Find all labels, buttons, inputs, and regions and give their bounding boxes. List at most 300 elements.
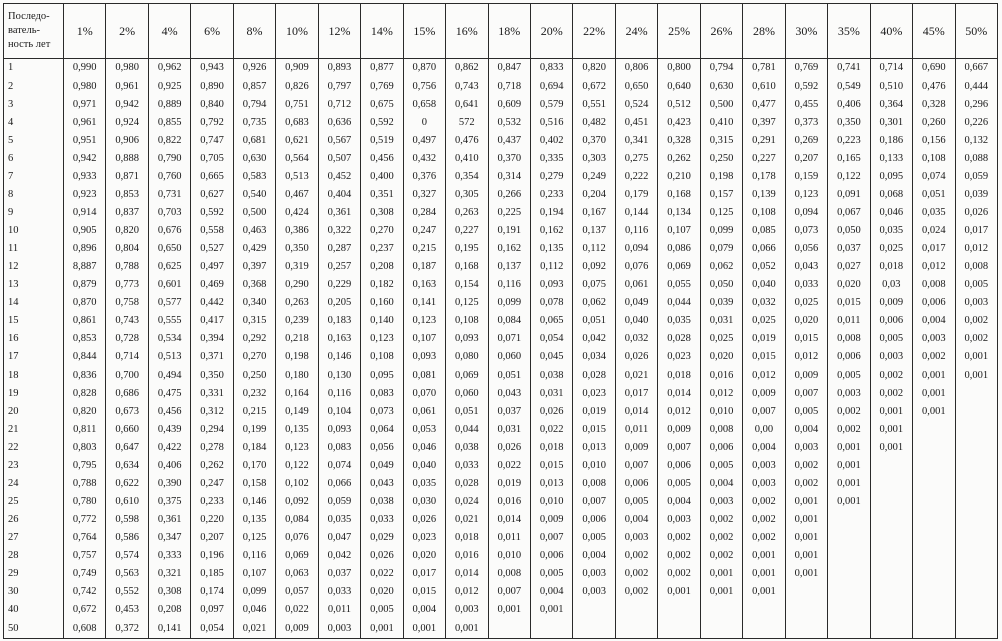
rate-column-header: 4%: [148, 4, 190, 59]
discount-factor-cell: 0,772: [64, 511, 106, 529]
discount-factor-cell: 0,002: [743, 529, 785, 547]
discount-factor-cell: 0,001: [743, 547, 785, 565]
discount-factor-cell: 0,010: [700, 403, 742, 421]
discount-factor-cell: 0,013: [530, 475, 572, 493]
discount-factor-cell: 0,660: [106, 421, 148, 439]
discount-factor-cell: 0,513: [148, 348, 190, 366]
discount-factor-cell: 0,432: [403, 150, 445, 168]
discount-factor-cell: [955, 439, 997, 457]
discount-factor-cell: 0,003: [700, 493, 742, 511]
discount-factor-cell: 0,007: [488, 583, 530, 601]
discount-factor-cell: 0,132: [955, 132, 997, 150]
discount-factor-cell: 0,116: [615, 222, 657, 240]
discount-factor-cell: 0,063: [276, 565, 318, 583]
discount-factor-cell: 0,122: [828, 168, 870, 186]
discount-factor-cell: 0,871: [106, 168, 148, 186]
discount-factor-cell: 0,263: [276, 294, 318, 312]
table-row: [4, 204, 998, 222]
discount-factor-cell: 0,828: [64, 385, 106, 403]
discount-factor-cell: 0,002: [955, 330, 997, 348]
discount-factor-cell: 0,001: [828, 457, 870, 475]
discount-factor-cell: 0,093: [403, 348, 445, 366]
discount-factor-cell: 0,025: [870, 240, 912, 258]
discount-factor-cell: 0,769: [785, 59, 827, 78]
discount-factor-cell: 0,005: [615, 493, 657, 511]
table-row: [4, 96, 998, 114]
discount-factor-cell: 0,167: [573, 204, 615, 222]
discount-factor-cell: 0,004: [658, 493, 700, 511]
year-cell: 21: [4, 421, 64, 439]
discount-factor-cell: 0,025: [700, 330, 742, 348]
discount-factor-cell: 0,534: [148, 330, 190, 348]
discount-factor-cell: 0,672: [64, 601, 106, 619]
discount-factor-cell: 0,059: [955, 168, 997, 186]
table-body: [4, 59, 998, 639]
year-cell: 50: [4, 619, 64, 638]
discount-factor-cell: 0,001: [743, 565, 785, 583]
discount-factor-cell: 0,218: [276, 330, 318, 348]
discount-factor-cell: 0,971: [64, 96, 106, 114]
discount-factor-cell: 0,038: [361, 493, 403, 511]
discount-factor-cell: 0,012: [446, 583, 488, 601]
discount-factor-cell: [955, 529, 997, 547]
discount-factor-cell: [913, 529, 955, 547]
discount-factor-cell: 0,247: [403, 222, 445, 240]
discount-factor-cell: 0,890: [191, 77, 233, 95]
discount-factor-cell: [913, 583, 955, 601]
discount-factor-cell: 0,059: [318, 493, 360, 511]
discount-factor-cell: 0,005: [530, 565, 572, 583]
discount-factor-cell: 0,961: [106, 77, 148, 95]
discount-factor-cell: 0,009: [658, 421, 700, 439]
discount-factor-cell: 0,183: [318, 312, 360, 330]
discount-factor-cell: 0,095: [870, 168, 912, 186]
discount-factor-cell: 0,406: [828, 96, 870, 114]
discount-factor-cell: 0,024: [446, 493, 488, 511]
discount-factor-cell: 0,003: [955, 294, 997, 312]
discount-factor-cell: 0,751: [276, 96, 318, 114]
discount-factor-cell: 0,004: [573, 547, 615, 565]
discount-factor-cell: 0,215: [233, 403, 275, 421]
discount-factor-cell: 0,003: [743, 475, 785, 493]
discount-factor-cell: 0,896: [64, 240, 106, 258]
discount-factor-cell: 0,198: [276, 348, 318, 366]
discount-factor-cell: 0,328: [913, 96, 955, 114]
table-row: [4, 511, 998, 529]
discount-factor-cell: 0,024: [913, 222, 955, 240]
discount-factor-cell: 0,001: [700, 565, 742, 583]
discount-factor-cell: [913, 421, 955, 439]
discount-factor-cell: 0,558: [191, 222, 233, 240]
discount-factor-cell: 0,942: [106, 96, 148, 114]
discount-factor-cell: 0,292: [233, 330, 275, 348]
discount-factor-cell: 0,482: [573, 114, 615, 132]
discount-factor-cell: 0,084: [488, 312, 530, 330]
discount-factor-cell: 0,301: [870, 114, 912, 132]
discount-factor-cell: 0,453: [106, 601, 148, 619]
discount-factor-cell: 0,980: [64, 77, 106, 95]
discount-factor-cell: 0,905: [64, 222, 106, 240]
discount-factor-cell: 0,354: [446, 168, 488, 186]
discount-factor-cell: 0,005: [870, 330, 912, 348]
discount-factor-cell: 0,018: [870, 258, 912, 276]
discount-factor-cell: 0,005: [828, 366, 870, 384]
discount-factor-cell: 0,107: [658, 222, 700, 240]
year-cell: 40: [4, 601, 64, 619]
discount-factor-cell: 0,002: [615, 583, 657, 601]
discount-factor-cell: 0,005: [658, 475, 700, 493]
discount-factor-cell: 0,926: [233, 59, 275, 78]
year-cell: 23: [4, 457, 64, 475]
discount-factor-cell: 0,731: [148, 186, 190, 204]
discount-factor-cell: 0,001: [658, 583, 700, 601]
discount-factor-cell: 0,001: [913, 403, 955, 421]
discount-factor-cell: 0,026: [403, 511, 445, 529]
discount-factor-cell: 0,004: [785, 421, 827, 439]
discount-factor-cell: 0,003: [573, 583, 615, 601]
discount-factor-cell: 0,758: [106, 294, 148, 312]
discount-factor-cell: 0,099: [700, 222, 742, 240]
discount-factor-cell: [913, 565, 955, 583]
discount-factor-cell: 0,180: [276, 366, 318, 384]
discount-factor-cell: 0,006: [658, 457, 700, 475]
discount-factor-cell: 0,032: [615, 330, 657, 348]
rate-column-header: 26%: [700, 4, 742, 59]
year-cell: 10: [4, 222, 64, 240]
discount-factor-cell: 0,743: [446, 77, 488, 95]
year-cell: 16: [4, 330, 64, 348]
discount-factor-cell: 0,260: [913, 114, 955, 132]
rate-column-header: 14%: [361, 4, 403, 59]
discount-factor-cell: 0,527: [191, 240, 233, 258]
discount-factor-cell: 0,125: [233, 529, 275, 547]
discount-factor-cell: 0,303: [573, 150, 615, 168]
discount-factor-cell: 0,010: [573, 457, 615, 475]
discount-factor-cell: 0,162: [488, 240, 530, 258]
discount-factor-cell: 0,051: [573, 312, 615, 330]
discount-factor-cell: 0,067: [828, 204, 870, 222]
discount-factor-cell: 0,021: [233, 619, 275, 638]
discount-factor-cell: 0,909: [276, 59, 318, 78]
discount-factor-cell: 0,028: [658, 330, 700, 348]
discount-factor-cell: [828, 619, 870, 638]
discount-factor-cell: 0,002: [658, 529, 700, 547]
discount-factor-cell: 0,764: [64, 529, 106, 547]
year-cell: 13: [4, 276, 64, 294]
discount-factor-cell: 0,658: [403, 96, 445, 114]
discount-factor-cell: 0,207: [191, 529, 233, 547]
discount-factor-cell: 0,040: [743, 276, 785, 294]
table-row: [4, 529, 998, 547]
discount-factor-cell: 0,250: [233, 366, 275, 384]
discount-factor-cell: 0,033: [318, 583, 360, 601]
table-row: [4, 385, 998, 403]
discount-factor-cell: 0,621: [276, 132, 318, 150]
discount-factor-cell: 0,006: [870, 312, 912, 330]
table-row: [4, 457, 998, 475]
discount-factor-cell: 0,350: [276, 240, 318, 258]
year-cell: 11: [4, 240, 64, 258]
discount-factor-cell: 0,001: [700, 583, 742, 601]
discount-factor-cell: 0,794: [233, 96, 275, 114]
discount-factor-cell: 0,788: [64, 475, 106, 493]
discount-factor-cell: 0,135: [530, 240, 572, 258]
discount-factor-cell: 0,625: [148, 258, 190, 276]
discount-factor-cell: 0,333: [148, 547, 190, 565]
discount-factor-cell: 0,836: [64, 366, 106, 384]
discount-factor-cell: 0,019: [573, 403, 615, 421]
discount-factor-cell: 0,372: [106, 619, 148, 638]
rate-column-header: 16%: [446, 4, 488, 59]
discount-factor-cell: 0,047: [318, 529, 360, 547]
discount-factor-cell: 0,564: [276, 150, 318, 168]
discount-factor-cell: 0,091: [828, 186, 870, 204]
discount-factor-cell: 0,290: [276, 276, 318, 294]
discount-factor-cell: 0,006: [530, 547, 572, 565]
discount-factor-cell: 0,278: [191, 439, 233, 457]
discount-factor-cell: 0,003: [573, 565, 615, 583]
discount-factor-cell: 0,315: [233, 312, 275, 330]
discount-factor-cell: 0,640: [658, 77, 700, 95]
discount-factor-cell: [530, 619, 572, 638]
discount-factor-cell: 0,519: [361, 132, 403, 150]
discount-factor-cell: 0,074: [318, 457, 360, 475]
discount-factor-cell: 0,003: [743, 457, 785, 475]
discount-factor-cell: 0,574: [106, 547, 148, 565]
discount-factor-cell: 0,163: [318, 330, 360, 348]
discount-factor-cell: 0,004: [700, 475, 742, 493]
discount-factor-cell: [870, 493, 912, 511]
discount-factor-cell: 0,092: [573, 258, 615, 276]
discount-factor-cell: 0,262: [191, 457, 233, 475]
discount-factor-cell: 0,102: [276, 475, 318, 493]
discount-factor-cell: 0,705: [191, 150, 233, 168]
discount-factor-cell: 0,630: [700, 77, 742, 95]
table-row: [4, 330, 998, 348]
discount-factor-cell: 0,263: [446, 204, 488, 222]
discount-factor-cell: 0,463: [233, 222, 275, 240]
rate-column-header: 28%: [743, 4, 785, 59]
discount-factor-cell: 0,035: [870, 222, 912, 240]
discount-factor-cell: 0,199: [233, 421, 275, 439]
discount-factor-cell: 0,004: [615, 511, 657, 529]
discount-factor-cell: 0,039: [700, 294, 742, 312]
discount-factor-cell: 0,601: [148, 276, 190, 294]
discount-factor-cell: 0,340: [233, 294, 275, 312]
discount-factor-cell: [955, 601, 997, 619]
discount-factor-cell: 0,012: [700, 385, 742, 403]
discount-factor-cell: 0,592: [361, 114, 403, 132]
discount-factor-cell: 0,006: [913, 294, 955, 312]
discount-factor-cell: 0,681: [233, 132, 275, 150]
table-row: [4, 619, 998, 638]
discount-factor-cell: 0,452: [318, 168, 360, 186]
discount-factor-cell: 0,074: [913, 168, 955, 186]
discount-factor-cell: 0,017: [955, 222, 997, 240]
discount-factor-cell: 0,423: [658, 114, 700, 132]
discount-factor-cell: 0,125: [446, 294, 488, 312]
discount-factor-cell: [700, 619, 742, 638]
discount-factor-cell: 0,156: [913, 132, 955, 150]
discount-factor-cell: [743, 601, 785, 619]
rate-column-header: 10%: [276, 4, 318, 59]
discount-factor-cell: 0,023: [658, 348, 700, 366]
discount-factor-cell: 0,686: [106, 385, 148, 403]
discount-factor-cell: 0,198: [700, 168, 742, 186]
discount-factor-cell: 0,046: [233, 601, 275, 619]
discount-factor-cell: 0,610: [743, 77, 785, 95]
discount-factor-cell: 0,516: [530, 114, 572, 132]
discount-factor-cell: 0,923: [64, 186, 106, 204]
discount-factor-cell: 0,781: [743, 59, 785, 78]
discount-factor-cell: 0,266: [488, 186, 530, 204]
table-row: [4, 565, 998, 583]
rate-column-header: 22%: [573, 4, 615, 59]
discount-factor-cell: 0,025: [743, 312, 785, 330]
discount-factor-cell: 0,064: [361, 421, 403, 439]
discount-factor-cell: 0,033: [361, 511, 403, 529]
discount-factor-cell: 0,023: [573, 385, 615, 403]
discount-factor-cell: 0,043: [361, 475, 403, 493]
discount-factor-cell: 0,002: [785, 457, 827, 475]
rate-column-header: 30%: [785, 4, 827, 59]
rate-column-header: 35%: [828, 4, 870, 59]
discount-factor-cell: 0,071: [488, 330, 530, 348]
discount-factor-cell: 0,239: [276, 312, 318, 330]
discount-factor-cell: 0,021: [446, 511, 488, 529]
discount-factor-cell: 0,394: [191, 330, 233, 348]
discount-factor-cell: 0,795: [64, 457, 106, 475]
discount-factor-cell: 0,080: [446, 348, 488, 366]
discount-factor-cell: 0,284: [403, 204, 445, 222]
discount-factor-cell: 0,650: [615, 77, 657, 95]
discount-factor-cell: 0,002: [743, 493, 785, 511]
discount-factor-cell: 0,140: [361, 312, 403, 330]
discount-factor-cell: 0,017: [403, 565, 445, 583]
rate-column-header: 45%: [913, 4, 955, 59]
discount-factor-cell: 0,347: [148, 529, 190, 547]
discount-factor-cell: 0,001: [870, 421, 912, 439]
discount-factor-cell: 0,672: [573, 77, 615, 95]
discount-factor-cell: 0,163: [403, 276, 445, 294]
discount-factor-cell: 0,094: [785, 204, 827, 222]
discount-factor-cell: 0,665: [191, 168, 233, 186]
discount-factor-cell: 0,400: [361, 168, 403, 186]
discount-factor-cell: 0,001: [403, 619, 445, 638]
discount-factor-cell: 0,510: [870, 77, 912, 95]
discount-factor-cell: 0,043: [488, 385, 530, 403]
discount-factor-cell: 0,820: [573, 59, 615, 78]
discount-factor-cell: 0,168: [658, 186, 700, 204]
discount-factor-cell: 0,512: [658, 96, 700, 114]
table-row: [4, 222, 998, 240]
discount-factor-cell: 0,914: [64, 204, 106, 222]
discount-factor-cell: 0,350: [828, 114, 870, 132]
discount-factor-cell: 0,033: [446, 457, 488, 475]
year-cell: 2: [4, 77, 64, 95]
discount-factor-cell: 0,800: [658, 59, 700, 78]
discount-factor-cell: 0,444: [955, 77, 997, 95]
discount-factor-cell: 0,03: [870, 276, 912, 294]
discount-factor-cell: 0,371: [191, 348, 233, 366]
discount-factor-cell: 0,037: [828, 240, 870, 258]
table-row: [4, 475, 998, 493]
discount-factor-cell: 0,007: [530, 529, 572, 547]
discount-factor-cell: 0,028: [573, 366, 615, 384]
discount-factor-cell: 0,051: [446, 403, 488, 421]
discount-factor-cell: 0,162: [530, 222, 572, 240]
discount-factor-cell: 0,675: [361, 96, 403, 114]
discount-factor-cell: 0,001: [955, 348, 997, 366]
discount-factor-cell: 0,191: [488, 222, 530, 240]
discount-factor-cell: 0,066: [743, 240, 785, 258]
discount-factor-cell: 0,123: [403, 312, 445, 330]
discount-factor-cell: 0,010: [530, 493, 572, 511]
discount-factor-cell: 0,630: [233, 150, 275, 168]
discount-factor-cell: 0,060: [488, 348, 530, 366]
discount-factor-cell: 0,054: [530, 330, 572, 348]
discount-factor-cell: 0,009: [743, 385, 785, 403]
discount-factor-cell: [828, 511, 870, 529]
discount-factor-cell: 0,011: [318, 601, 360, 619]
discount-factor-cell: 0,577: [148, 294, 190, 312]
discount-factor-cell: [870, 547, 912, 565]
discount-factor-cell: 0,009: [785, 366, 827, 384]
discount-factor-cell: 0,016: [488, 493, 530, 511]
discount-factor-cell: 0,008: [913, 276, 955, 294]
discount-factor-cell: 0,925: [148, 77, 190, 95]
discount-factor-cell: 0,015: [828, 294, 870, 312]
discount-factor-cell: 0,165: [828, 150, 870, 168]
discount-factor-cell: 0,579: [530, 96, 572, 114]
discount-factor-cell: 0,006: [573, 511, 615, 529]
discount-factor-cell: 0,700: [106, 366, 148, 384]
discount-factor-cell: 0,220: [191, 511, 233, 529]
discount-factor-cell: 0,004: [913, 312, 955, 330]
discount-factor-cell: 0,634: [106, 457, 148, 475]
discount-factor-cell: 0,853: [106, 186, 148, 204]
discount-factor-cell: 0,500: [700, 96, 742, 114]
discount-factor-cell: 0,233: [191, 493, 233, 511]
year-cell: 12: [4, 258, 64, 276]
discount-factor-cell: 0,837: [106, 204, 148, 222]
discount-factor-cell: 0,056: [785, 240, 827, 258]
discount-factor-cell: 0,513: [276, 168, 318, 186]
discount-factor-cell: [913, 457, 955, 475]
discount-factor-cell: 0,079: [700, 240, 742, 258]
present-value-table: [3, 3, 998, 639]
discount-factor-cell: [658, 619, 700, 638]
discount-factor-cell: [828, 547, 870, 565]
year-cell: 1: [4, 59, 64, 78]
discount-factor-cell: 0,083: [318, 439, 360, 457]
discount-factor-cell: 0,410: [700, 114, 742, 132]
discount-factor-cell: 0,022: [361, 565, 403, 583]
discount-factor-cell: 0,123: [785, 186, 827, 204]
discount-factor-cell: 0,052: [743, 258, 785, 276]
discount-factor-cell: 0,215: [403, 240, 445, 258]
table-row: [4, 601, 998, 619]
discount-factor-cell: 0,049: [361, 457, 403, 475]
discount-factor-cell: 0,029: [361, 529, 403, 547]
discount-factor-cell: 0,847: [488, 59, 530, 78]
discount-factor-cell: 0,210: [658, 168, 700, 186]
discount-factor-cell: 0,001: [530, 601, 572, 619]
discount-factor-cell: 0,065: [530, 312, 572, 330]
discount-factor-cell: 0,073: [361, 403, 403, 421]
discount-factor-cell: 0,031: [530, 385, 572, 403]
discount-factor-cell: 0,476: [913, 77, 955, 95]
